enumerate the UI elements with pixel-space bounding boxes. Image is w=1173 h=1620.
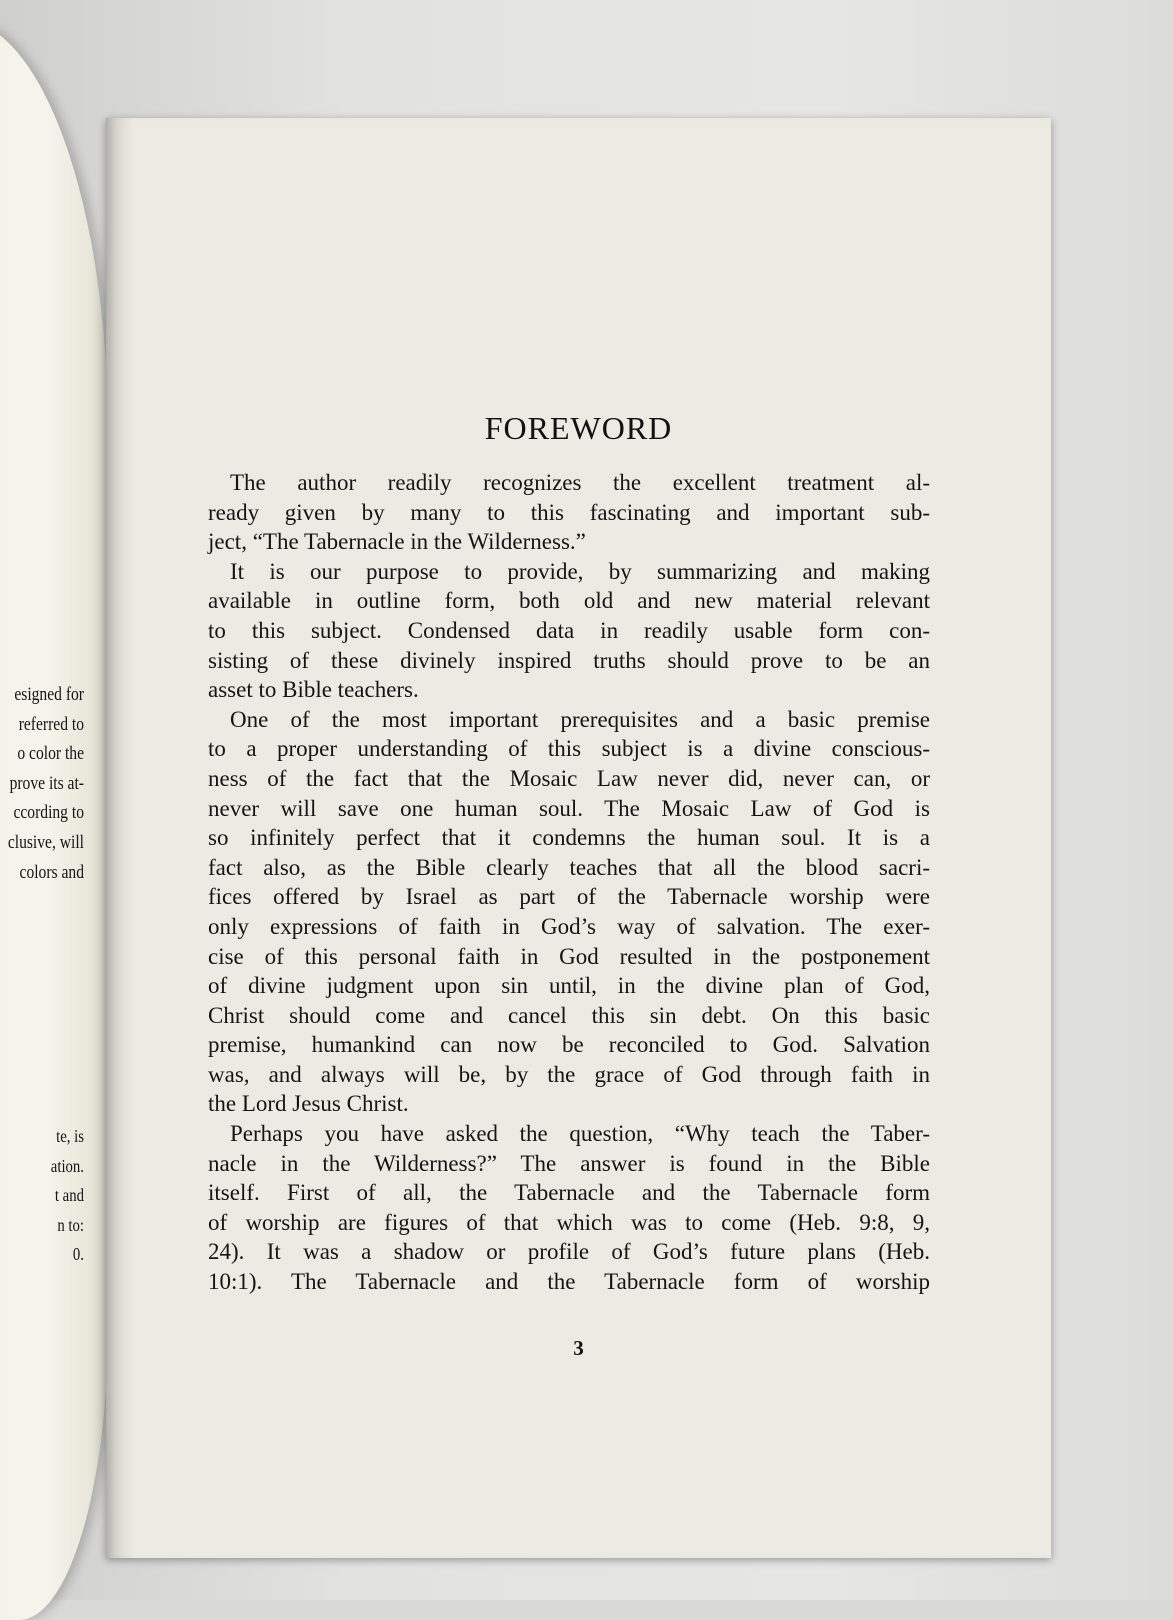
text-line: ject, “The Tabernacle in the Wilderness.”: [208, 529, 586, 555]
facing-page-line: colors and: [19, 861, 85, 883]
facing-page-lower-text: [0, 1122, 84, 1270]
text-line: asset to Bible teachers.: [208, 677, 419, 703]
text-line: nacle in the Wilderness?” The answer is found in the Bible: [208, 1150, 930, 1176]
text-line: Perhaps you have asked the question, “Why teach the Taber-: [230, 1121, 930, 1147]
facing-page-upper-text: [0, 680, 84, 887]
facing-page-line: prove its at-: [9, 772, 84, 794]
text-line: fact also, as the Bible clearly teaches that all the blood sacri-: [208, 854, 930, 880]
text-line: itself. First of all, the Tabernacle and the Tabernacle form: [208, 1180, 930, 1206]
text-line: to a proper understanding of this subject is a divine conscious-: [208, 736, 930, 762]
facing-page-line: te, is: [56, 1126, 84, 1146]
text-line: 10:1). The Tabernacle and the Tabernacle form of worship: [208, 1269, 930, 1295]
facing-page-line: ation.: [50, 1155, 84, 1176]
text-line: cise of this personal faith in God resulted in the postponement: [208, 943, 930, 969]
text-line: One of the most important prerequisites and a basic premise: [230, 706, 930, 732]
text-line: premise, humankind can now be reconciled to God. Salvation: [208, 1032, 930, 1058]
text-line: of divine judgment upon sin until, in the divine plan of God,: [208, 973, 930, 999]
facing-page-line: ccording to: [13, 802, 84, 824]
text-line: fices offered by Israel as part of the Tabernacle worship were: [208, 884, 930, 910]
facing-page-line: o color the: [17, 743, 85, 765]
facing-page: [0, 20, 108, 1620]
facing-page-line: 0.: [72, 1244, 84, 1265]
text-line: The author readily recognizes the excellent treatment al-: [230, 470, 930, 495]
text-line: Christ should come and cancel this sin debt. On this basic: [208, 1002, 930, 1028]
facing-page-line: referred to: [18, 713, 84, 735]
text-line: the Lord Jesus Christ.: [208, 1091, 409, 1117]
text-line: ness of the fact that the Mosaic Law never did, never can, or: [208, 765, 930, 791]
text-line: was, and always will be, by the grace of God through faith in: [208, 1061, 930, 1087]
page-title: FOREWORD: [484, 410, 673, 446]
facing-page-line: n to:: [57, 1214, 84, 1235]
text-line: so infinitely perfect that it condemns the human soul. It is a: [208, 825, 930, 851]
page-number: 3: [573, 1336, 584, 1360]
text-line: ready given by many to this fascinating and important sub-: [208, 499, 930, 525]
text-line: sisting of these divinely inspired truths should prove to be an: [208, 647, 930, 673]
foreword-body: [208, 468, 930, 1297]
text-line: to this subject. Condensed data in readily usable form con-: [208, 617, 930, 643]
text-line: It is our purpose to provide, by summarizing and making: [230, 558, 930, 584]
facing-page-line: esigned for: [14, 684, 84, 705]
facing-page-line: clusive, will: [7, 831, 84, 853]
text-line: of worship are figures of that which was to come (Heb. 9:8, 9,: [208, 1209, 930, 1235]
foreword-page: [106, 118, 1051, 1558]
text-line: 24). It was a shadow or profile of God’s future plans (Heb.: [208, 1239, 930, 1265]
text-line: only expressions of faith in God’s way of salvation. The exer-: [208, 913, 930, 939]
text-line: never will save one human soul. The Mosaic Law of God is: [208, 795, 930, 821]
text-line: available in outline form, both old and new material relevant: [208, 588, 930, 614]
facing-page-line: t and: [54, 1185, 84, 1206]
